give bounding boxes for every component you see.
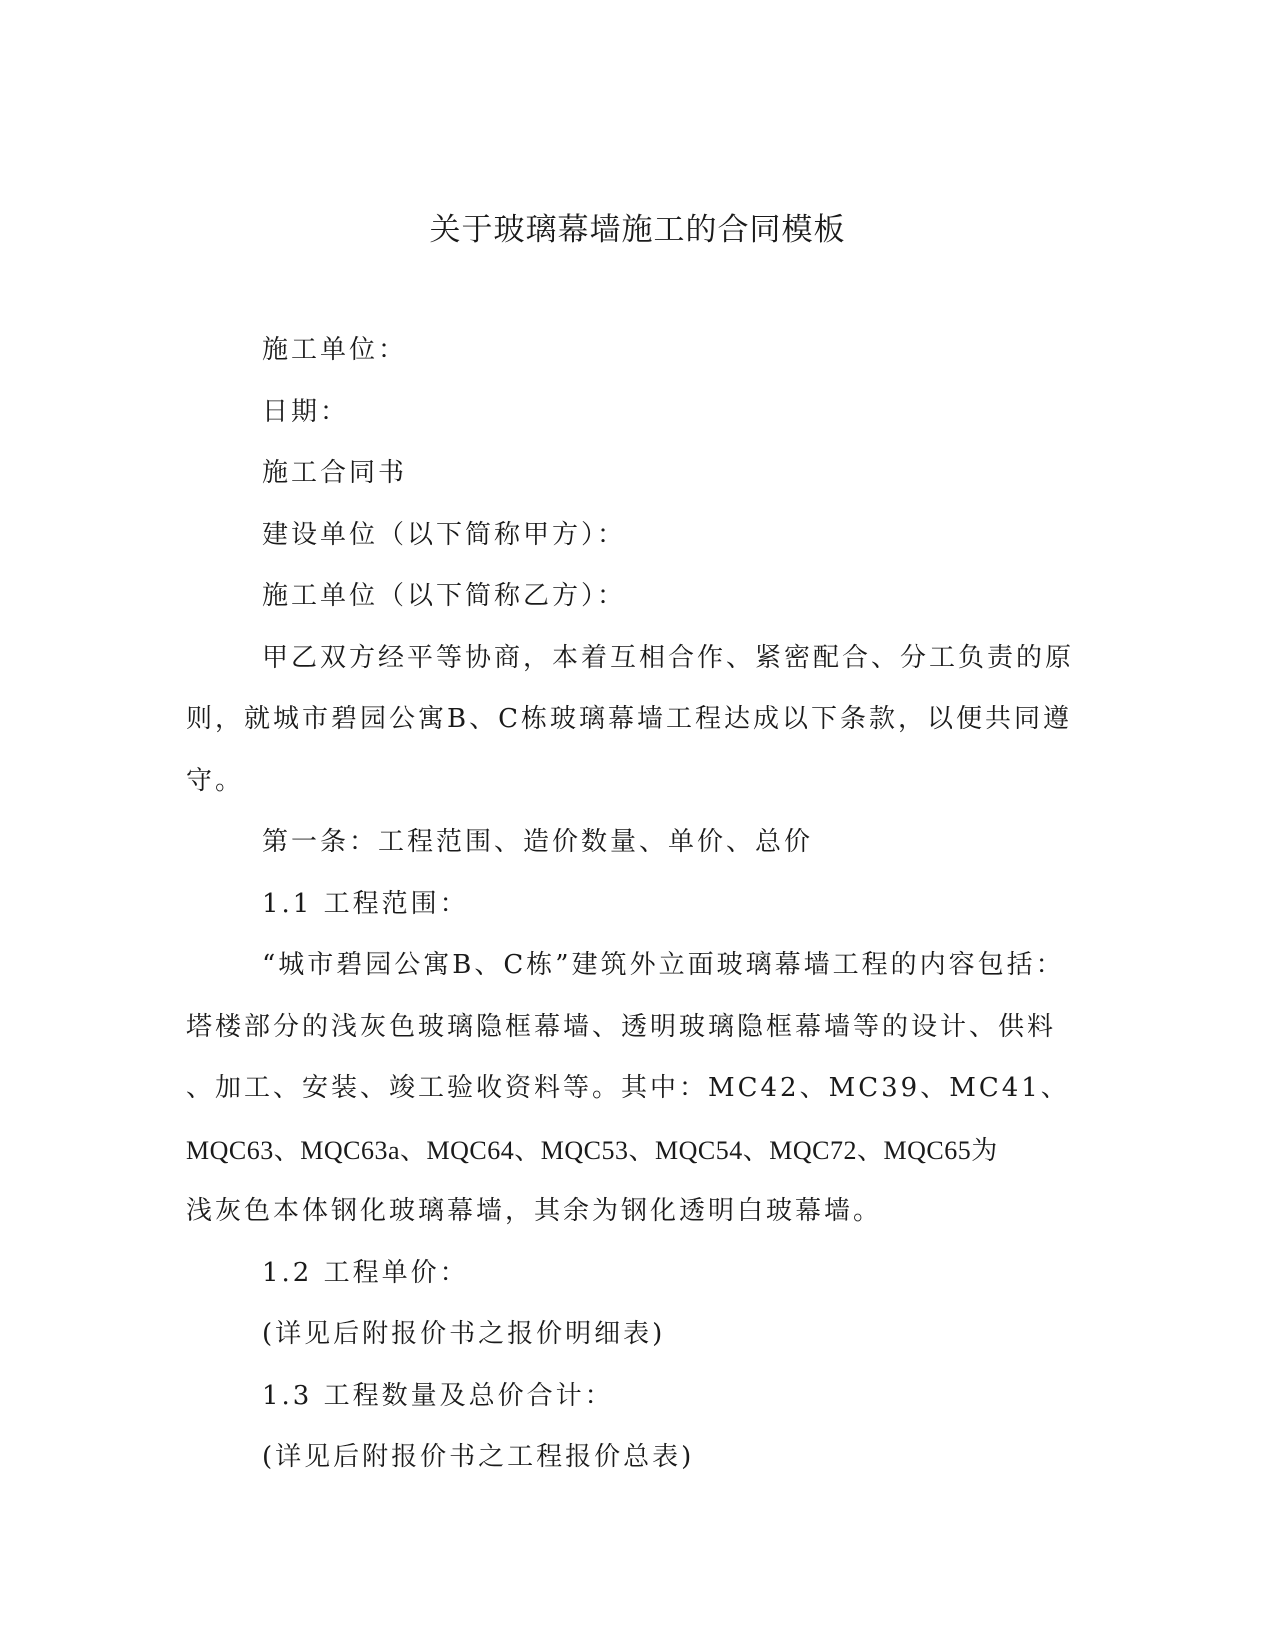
section-1-1-line-5: 浅灰色本体钢化玻璃幕墙，其余为钢化透明白玻幕墙。 [186,1196,883,1226]
section-1-1-line-4: MQC63、MQC63a、MQC64、MQC53、MQC54、MQC72、MQC65为 [186,1135,998,1165]
party-a-line: 建设单位（以下简称甲方）： [262,519,627,550]
section-1-1-heading: 1.1 工程范围： [262,888,469,919]
section-1-1-line-3: 、加工、安装、竣工验收资料等。其中：MC42、MC39、MC41、 [186,1073,1070,1103]
construction-unit-line: 施工单位： [262,335,408,365]
section-1-1-line-1: “城市碧园公寓B、C栋”建筑外立面玻璃幕墙工程的内容包括： [262,950,1065,980]
document-title: 关于玻璃幕墙施工的合同模板 [429,212,846,248]
contract-heading: 施工合同书 [262,458,408,488]
party-b-line: 施工单位（以下简称乙方）： [262,581,627,611]
section-1-3-heading: 1.3 工程数量及总价合计： [262,1380,614,1411]
article-1-heading: 第一条：工程范围、造价数量、单价、总价 [262,827,814,857]
document-body [186,320,1086,1489]
section-1-3-text: (详见后附报价书之工程报价总表) [262,1442,695,1472]
section-1-2-heading: 1.2 工程单价： [262,1257,469,1288]
section-1-1-line-2: 塔楼部分的浅灰色玻璃隐框幕墙、透明玻璃隐框幕墙等的设计、供料 [186,1011,1057,1042]
section-1-2-text: (详见后附报价书之报价明细表) [262,1319,666,1349]
date-line: 日期： [262,396,350,427]
preamble-paragraph: 甲乙双方经平等协商，本着互相合作、紧密配合、分工负责的原则，就城市碧园公寓B、C栋玻璃幕墙工程达成以下条款，以便共同遵守。 [186,642,1075,796]
